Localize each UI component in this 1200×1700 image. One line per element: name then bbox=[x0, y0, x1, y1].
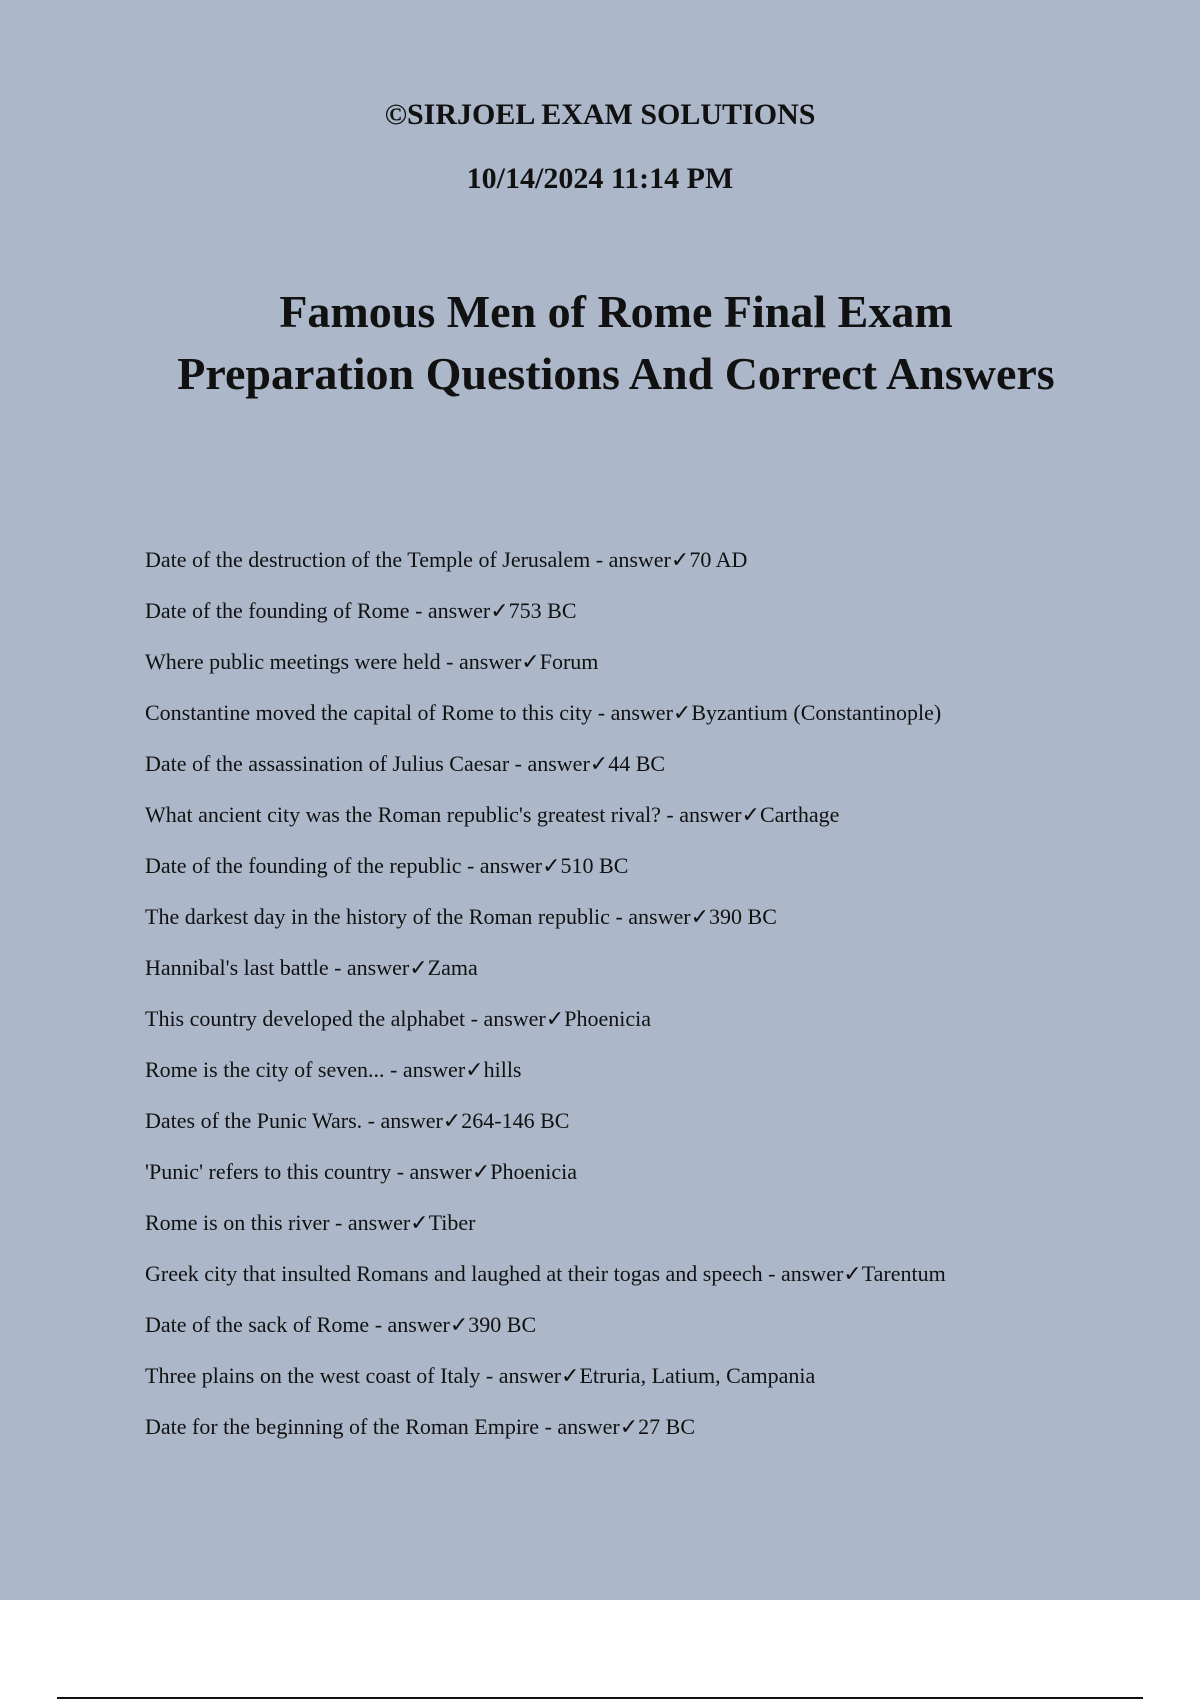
question-text: Date of the sack of Rome bbox=[145, 1312, 370, 1337]
qa-item bbox=[145, 953, 946, 1004]
question-text: 'Punic' refers to this country bbox=[145, 1159, 392, 1184]
answer-text: 390 BC bbox=[468, 1312, 537, 1337]
answer-text: Zama bbox=[427, 955, 478, 980]
question-text: Date for the beginning of the Roman Empire bbox=[145, 1414, 540, 1439]
answer-prefix: - answer✓ bbox=[461, 853, 561, 878]
answer-prefix: - answer✓ bbox=[539, 1414, 639, 1439]
answer-text: Phoenicia bbox=[490, 1159, 578, 1184]
answer-prefix: - answer✓ bbox=[409, 598, 509, 623]
question-text: Rome is on this river bbox=[145, 1210, 330, 1235]
answer-prefix: - answer✓ bbox=[440, 649, 540, 674]
question-text: The darkest day in the history of the Roman republic bbox=[145, 904, 610, 929]
qa-item bbox=[145, 545, 946, 596]
answer-prefix: - answer✓ bbox=[480, 1363, 580, 1388]
qa-item bbox=[145, 1310, 946, 1361]
qa-item bbox=[145, 596, 946, 647]
qa-item bbox=[145, 1157, 946, 1208]
qa-item bbox=[145, 1412, 946, 1463]
answer-text: Etruria, Latium, Campania bbox=[579, 1363, 816, 1388]
question-text: Constantine moved the capital of Rome to this city bbox=[145, 700, 593, 725]
document-title-line-2: Preparation Questions And Correct Answers bbox=[177, 348, 1055, 399]
question-text: Hannibal's last battle bbox=[145, 955, 329, 980]
answer-text: hills bbox=[483, 1057, 522, 1082]
answer-text: 264-146 BC bbox=[461, 1108, 570, 1133]
qa-item bbox=[145, 1106, 946, 1157]
answer-prefix: - answer✓ bbox=[391, 1159, 491, 1184]
question-text: This country developed the alphabet bbox=[145, 1006, 466, 1031]
answer-prefix: - answer✓ bbox=[369, 1312, 469, 1337]
answer-text: 390 BC bbox=[709, 904, 777, 929]
answer-prefix: - answer✓ bbox=[660, 802, 760, 827]
document-title-line-1: Famous Men of Rome Final Exam bbox=[279, 286, 953, 337]
question-text: Dates of the Punic Wars. bbox=[145, 1108, 363, 1133]
answer-text: 753 BC bbox=[508, 598, 577, 623]
answer-prefix: - answer✓ bbox=[329, 1210, 429, 1235]
question-text: Date of the founding of the republic bbox=[145, 853, 462, 878]
copyright-line: ©SIRJOEL EXAM SOLUTIONS bbox=[384, 98, 816, 131]
question-text: Date of the assassination of Julius Caesar bbox=[145, 751, 510, 776]
bottom-divider bbox=[57, 1697, 1143, 1699]
qa-item bbox=[145, 902, 946, 953]
answer-prefix: - answer✓ bbox=[609, 904, 710, 929]
qa-item bbox=[145, 698, 946, 749]
qa-item bbox=[145, 800, 946, 851]
answer-prefix: - answer✓ bbox=[509, 751, 609, 776]
qa-item bbox=[145, 1361, 946, 1412]
answer-text: Tarentum bbox=[861, 1261, 946, 1286]
qa-item bbox=[145, 1259, 946, 1310]
question-text: Rome is the city of seven... bbox=[145, 1057, 385, 1082]
answer-text: Forum bbox=[539, 649, 599, 674]
answer-prefix: - answer✓ bbox=[762, 1261, 862, 1286]
answer-text: 27 BC bbox=[638, 1414, 695, 1439]
qa-item bbox=[145, 647, 946, 698]
answer-prefix: - answer✓ bbox=[465, 1006, 565, 1031]
qa-item bbox=[145, 1208, 946, 1259]
question-text: Date of the founding of Rome bbox=[145, 598, 410, 623]
answer-prefix: - answer✓ bbox=[328, 955, 428, 980]
qa-item bbox=[145, 1004, 946, 1055]
question-text: Greek city that insulted Romans and laughed at their togas and speech bbox=[145, 1261, 763, 1286]
answer-text: Tiber bbox=[428, 1210, 476, 1235]
answer-prefix: - answer✓ bbox=[590, 547, 690, 572]
document-title bbox=[0, 281, 1200, 405]
answer-prefix: - answer✓ bbox=[384, 1057, 484, 1082]
timestamp-line: 10/14/2024 11:14 PM bbox=[466, 162, 734, 195]
answer-text: 44 BC bbox=[608, 751, 666, 776]
question-text: Three plains on the west coast of Italy bbox=[145, 1363, 481, 1388]
qa-item bbox=[145, 1055, 946, 1106]
question-answer-list bbox=[145, 545, 946, 1463]
question-text: Where public meetings were held bbox=[145, 649, 441, 674]
answer-prefix: - answer✓ bbox=[362, 1108, 462, 1133]
answer-text: Phoenicia bbox=[564, 1006, 651, 1031]
answer-prefix: - answer✓ bbox=[592, 700, 692, 725]
answer-text: Carthage bbox=[759, 802, 840, 827]
answer-text: 510 BC bbox=[560, 853, 629, 878]
qa-item bbox=[145, 851, 946, 902]
answer-text: Byzantium (Constantinople) bbox=[691, 700, 942, 725]
qa-item bbox=[145, 749, 946, 800]
answer-text: 70 AD bbox=[689, 547, 748, 572]
question-text: Date of the destruction of the Temple of Jerusalem bbox=[145, 547, 591, 572]
question-text: What ancient city was the Roman republic's greatest rival? bbox=[145, 802, 661, 827]
